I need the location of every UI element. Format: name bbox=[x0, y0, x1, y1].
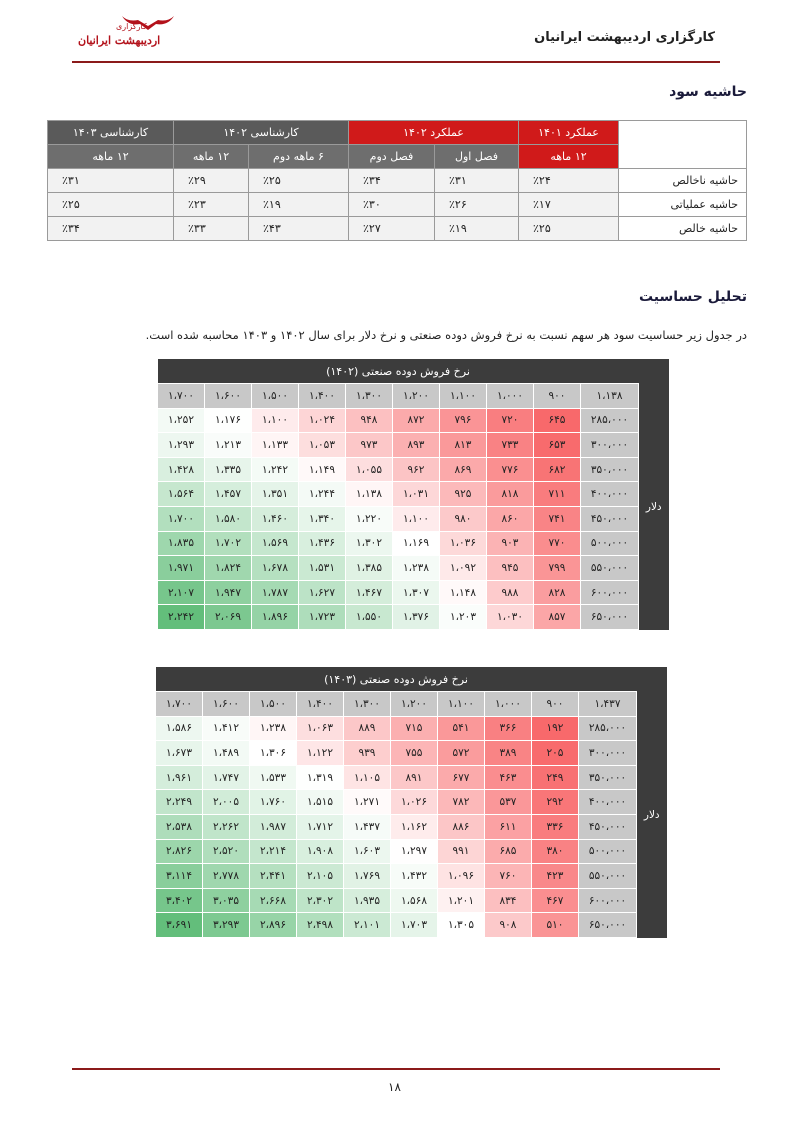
eps-cell: ۱،۵۳۱ bbox=[299, 556, 346, 581]
margin-row bbox=[48, 193, 747, 217]
eps-cell: ۱،۳۷۶ bbox=[393, 605, 440, 630]
sensitivity-row bbox=[158, 457, 669, 482]
sensitivity-row bbox=[158, 556, 669, 581]
eps-cell: ۶۸۲ bbox=[534, 457, 581, 482]
base-eps-value: ۱،۱۳۸ bbox=[581, 384, 639, 409]
sensitivity-row bbox=[158, 408, 669, 433]
eps-cell: ۸۲۸ bbox=[534, 580, 581, 605]
eps-cell: ۱،۳۳۵ bbox=[205, 457, 252, 482]
eps-cell: ۹۴۸ bbox=[346, 408, 393, 433]
sensitivity-row bbox=[158, 482, 669, 507]
eps-cell: ۸۵۷ bbox=[534, 605, 581, 630]
dollar-rate: ۴۵۰،۰۰۰ bbox=[579, 815, 637, 840]
eps-cell: ۱،۱۶۹ bbox=[393, 531, 440, 556]
price-header: ۹۰۰ bbox=[532, 692, 579, 717]
eps-cell: ۱،۵۶۴ bbox=[158, 482, 205, 507]
price-header: ۱،۱۰۰ bbox=[440, 384, 487, 409]
header-divider bbox=[72, 61, 720, 63]
eps-cell: ۱،۱۴۹ bbox=[299, 457, 346, 482]
eps-cell: ۷۱۵ bbox=[391, 716, 438, 741]
eps-cell: ۱،۱۰۰ bbox=[393, 507, 440, 532]
eps-cell: ۱،۴۸۹ bbox=[203, 741, 250, 766]
eps-cell: ۱،۰۵۵ bbox=[346, 457, 393, 482]
eps-cell: ۱،۴۳۷ bbox=[344, 815, 391, 840]
eps-cell: ۶۷۷ bbox=[438, 765, 485, 790]
dollar-rate: ۴۰۰،۰۰۰ bbox=[579, 790, 637, 815]
eps-cell: ۱،۹۷۱ bbox=[158, 556, 205, 581]
eps-cell: ۱۹۲ bbox=[532, 716, 579, 741]
margin-table-corner: حاشیه سود bbox=[619, 121, 747, 169]
eps-cell: ۶۴۵ bbox=[534, 408, 581, 433]
eps-cell: ۱،۷۸۷ bbox=[252, 580, 299, 605]
margin-cell: ٪۳۰ bbox=[349, 193, 435, 217]
margin-cell: ٪۲۴ bbox=[519, 169, 619, 193]
eps-cell: ۱،۰۳۰ bbox=[487, 605, 534, 630]
eps-cell: ۷۳۳ bbox=[487, 433, 534, 458]
price-header: ۱،۰۰۰ bbox=[487, 384, 534, 409]
eps-cell: ۲،۲۶۲ bbox=[203, 815, 250, 840]
eps-cell: ۱،۹۶۱ bbox=[156, 765, 203, 790]
eps-cell: ۲،۰۰۵ bbox=[203, 790, 250, 815]
sensitivity-row bbox=[156, 765, 667, 790]
margin-row-label: حاشیه ناخالص bbox=[619, 169, 747, 193]
eps-cell: ۱،۷۰۲ bbox=[205, 531, 252, 556]
dollar-rate: ۳۵۰،۰۰۰ bbox=[579, 765, 637, 790]
eps-cell: ۲۰۵ bbox=[532, 741, 579, 766]
sensitivity-row bbox=[156, 741, 667, 766]
dollar-axis-label: دلار bbox=[637, 692, 667, 938]
margin-cell: ٪۲۵ bbox=[249, 169, 349, 193]
eps-cell: ۷۹۶ bbox=[440, 408, 487, 433]
dollar-rate: ۴۵۰،۰۰۰ bbox=[581, 507, 639, 532]
eps-cell: ۲،۱۰۷ bbox=[158, 580, 205, 605]
eps-cell: ۱،۳۸۵ bbox=[346, 556, 393, 581]
eps-cell: ۴۶۳ bbox=[485, 765, 532, 790]
margin-cell: ٪۱۹ bbox=[435, 217, 519, 241]
eps-cell: ۱،۱۴۸ bbox=[440, 580, 487, 605]
dollar-rate: ۶۰۰،۰۰۰ bbox=[581, 580, 639, 605]
eps-cell: ۱،۸۹۶ bbox=[252, 605, 299, 630]
sensitivity-row bbox=[156, 716, 667, 741]
eps-cell: ۱،۲۳۸ bbox=[393, 556, 440, 581]
sub-header: فصل دوم bbox=[349, 145, 435, 169]
eps-cell: ۱،۸۲۴ bbox=[205, 556, 252, 581]
eps-cell: ۱،۳۰۲ bbox=[346, 531, 393, 556]
eps-cell: ۱،۲۳۸ bbox=[250, 716, 297, 741]
sensitivity-row bbox=[158, 580, 669, 605]
eps-cell: ۷۸۲ bbox=[438, 790, 485, 815]
eps-cell: ۵۷۲ bbox=[438, 741, 485, 766]
margin-cell: ٪۳۴ bbox=[349, 169, 435, 193]
eps-cell: ۲،۲۴۲ bbox=[158, 605, 205, 630]
eps-cell: ۱،۱۳۸ bbox=[346, 482, 393, 507]
eps-cell: ۸۱۸ bbox=[487, 482, 534, 507]
eps-cell: ۱،۰۹۲ bbox=[440, 556, 487, 581]
eps-cell: ۱،۰۲۴ bbox=[299, 408, 346, 433]
eps-cell: ۲،۴۴۱ bbox=[250, 864, 297, 889]
eps-cell: ۱،۲۲۰ bbox=[346, 507, 393, 532]
eps-cell: ۱،۲۹۷ bbox=[391, 839, 438, 864]
eps-cell: ۲،۰۶۹ bbox=[205, 605, 252, 630]
sub-header: ۶ ماهه دوم bbox=[249, 145, 349, 169]
eps-cell: ۹۸۰ bbox=[440, 507, 487, 532]
eps-cell: ۶۱۱ bbox=[485, 815, 532, 840]
eps-cell: ۱،۲۹۳ bbox=[158, 433, 205, 458]
page-number: ۱۸ bbox=[388, 1080, 401, 1094]
eps-cell: ۳،۴۰۲ bbox=[156, 888, 203, 913]
dollar-rate: ۳۰۰،۰۰۰ bbox=[579, 741, 637, 766]
eps-cell: ۱،۵۳۳ bbox=[250, 765, 297, 790]
eps-cell: ۱،۴۶۷ bbox=[346, 580, 393, 605]
eps-cell: ۱،۱۰۰ bbox=[252, 408, 299, 433]
eps-cell: ۹۲۵ bbox=[440, 482, 487, 507]
sensitivity-row bbox=[158, 531, 669, 556]
dollar-rate: ۶۵۰،۰۰۰ bbox=[581, 605, 639, 630]
eps-cell: ۱،۴۶۰ bbox=[252, 507, 299, 532]
group-header: کارشناسی ۱۴۰۳ bbox=[48, 121, 174, 145]
sub-header: ۱۲ ماهه bbox=[48, 145, 174, 169]
sub-header: فصل اول bbox=[435, 145, 519, 169]
eps-cell: ۱،۵۵۰ bbox=[346, 605, 393, 630]
dollar-axis-label: دلار bbox=[639, 384, 669, 630]
eps-cell: ۷۹۹ bbox=[534, 556, 581, 581]
eps-cell: ۳۸۹ bbox=[485, 741, 532, 766]
margin-cell: ٪۲۳ bbox=[174, 193, 249, 217]
eps-cell: ۲۴۹ bbox=[532, 765, 579, 790]
eps-cell: ۱،۶۰۳ bbox=[344, 839, 391, 864]
price-header: ۱،۲۰۰ bbox=[393, 384, 440, 409]
eps-cell: ۴۶۷ bbox=[532, 888, 579, 913]
eps-cell: ۱،۰۲۶ bbox=[391, 790, 438, 815]
sensitivity-row bbox=[156, 815, 667, 840]
price-header: ۱،۵۰۰ bbox=[252, 384, 299, 409]
dollar-rate: ۲۸۵،۰۰۰ bbox=[579, 716, 637, 741]
eps-cell: ۱،۲۷۱ bbox=[344, 790, 391, 815]
margin-cell: ٪۱۹ bbox=[249, 193, 349, 217]
section-title-sensitivity: تحلیل حساسیت bbox=[638, 289, 747, 305]
price-header: ۱،۷۰۰ bbox=[158, 384, 205, 409]
eps-cell: ۹۹۱ bbox=[438, 839, 485, 864]
dollar-rate: ۲۸۵،۰۰۰ bbox=[581, 408, 639, 433]
sensitivity-title: نرخ فروش دوده صنعتی (۱۴۰۲) bbox=[158, 359, 639, 384]
group-header: عملکرد ۱۴۰۲ bbox=[349, 121, 519, 145]
eps-cell: ۲،۲۴۹ bbox=[156, 790, 203, 815]
eps-cell: ۹۳۹ bbox=[344, 741, 391, 766]
logo-small-text: کارگزاری bbox=[116, 22, 147, 31]
eps-cell: ۱،۴۱۲ bbox=[203, 716, 250, 741]
price-header: ۱،۶۰۰ bbox=[205, 384, 252, 409]
base-eps-value: ۱،۴۳۷ bbox=[579, 692, 637, 717]
margin-cell: ٪۴۳ bbox=[249, 217, 349, 241]
eps-cell: ۱،۰۶۳ bbox=[297, 716, 344, 741]
eps-cell: ۱،۳۵۱ bbox=[252, 482, 299, 507]
sensitivity-row bbox=[156, 839, 667, 864]
eps-cell: ۱،۴۳۶ bbox=[299, 531, 346, 556]
eps-cell: ۳،۶۹۱ bbox=[156, 913, 203, 938]
eps-cell: ۹۷۳ bbox=[346, 433, 393, 458]
eps-cell: ۸۸۹ bbox=[344, 716, 391, 741]
sub-header: ۱۲ ماهه bbox=[519, 145, 619, 169]
logo-main-text: اردیبهشت ایرانیان bbox=[78, 34, 161, 47]
eps-cell: ۱،۱۲۲ bbox=[297, 741, 344, 766]
price-header: ۱،۶۰۰ bbox=[203, 692, 250, 717]
eps-cell: ۲،۳۰۲ bbox=[297, 888, 344, 913]
section-title-margin: حاشیه سود bbox=[669, 84, 747, 100]
eps-cell: ۱،۳۰۵ bbox=[438, 913, 485, 938]
dollar-rate: ۵۵۰،۰۰۰ bbox=[581, 556, 639, 581]
margin-cell: ٪۱۷ bbox=[519, 193, 619, 217]
eps-cell: ۱،۱۳۳ bbox=[252, 433, 299, 458]
group-header: کارشناسی ۱۴۰۲ bbox=[174, 121, 349, 145]
table-corner-blank bbox=[637, 667, 667, 692]
sub-header: ۱۲ ماهه bbox=[174, 145, 249, 169]
eps-cell: ۱،۰۳۱ bbox=[393, 482, 440, 507]
sensitivity-row bbox=[156, 913, 667, 938]
dollar-rate: ۶۵۰،۰۰۰ bbox=[579, 913, 637, 938]
eps-cell: ۱،۱۶۲ bbox=[391, 815, 438, 840]
dollar-rate: ۵۰۰،۰۰۰ bbox=[581, 531, 639, 556]
sensitivity-table-1403 bbox=[155, 667, 667, 938]
eps-cell: ۱،۲۰۳ bbox=[440, 605, 487, 630]
eps-cell: ۱،۷۴۷ bbox=[203, 765, 250, 790]
eps-cell: ۷۲۰ bbox=[487, 408, 534, 433]
sensitivity-row bbox=[158, 507, 669, 532]
eps-cell: ۳۸۰ bbox=[532, 839, 579, 864]
margin-row bbox=[48, 169, 747, 193]
margin-cell: ٪۳۴ bbox=[48, 217, 174, 241]
eps-cell: ۱،۳۰۷ bbox=[393, 580, 440, 605]
dollar-rate: ۴۰۰،۰۰۰ bbox=[581, 482, 639, 507]
dollar-rate: ۳۵۰،۰۰۰ bbox=[581, 457, 639, 482]
eps-cell: ۸۱۳ bbox=[440, 433, 487, 458]
eps-cell: ۶۵۳ bbox=[534, 433, 581, 458]
eps-cell: ۷۷۰ bbox=[534, 531, 581, 556]
eps-cell: ۷۷۶ bbox=[487, 457, 534, 482]
margin-row-label: حاشیه خالص bbox=[619, 217, 747, 241]
eps-cell: ۱،۷۰۳ bbox=[391, 913, 438, 938]
dollar-rate: ۵۰۰،۰۰۰ bbox=[579, 839, 637, 864]
eps-cell: ۲،۱۰۵ bbox=[297, 864, 344, 889]
eps-cell: ۸۶۹ bbox=[440, 457, 487, 482]
eps-cell: ۱،۶۷۳ bbox=[156, 741, 203, 766]
margin-row bbox=[48, 217, 747, 241]
header-title: کارگزاری اردیبهشت ایرانیان bbox=[534, 30, 715, 45]
price-header: ۱،۳۰۰ bbox=[344, 692, 391, 717]
eps-cell: ۱،۹۸۷ bbox=[250, 815, 297, 840]
eps-cell: ۱،۰۹۶ bbox=[438, 864, 485, 889]
eps-cell: ۲،۸۲۶ bbox=[156, 839, 203, 864]
price-header: ۱،۱۰۰ bbox=[438, 692, 485, 717]
eps-cell: ۳۶۶ bbox=[485, 716, 532, 741]
eps-cell: ۱،۴۵۷ bbox=[205, 482, 252, 507]
price-header: ۱،۲۰۰ bbox=[391, 692, 438, 717]
margin-cell: ٪۳۱ bbox=[48, 169, 174, 193]
sensitivity-row bbox=[158, 605, 669, 630]
eps-cell: ۱،۲۴۴ bbox=[299, 482, 346, 507]
eps-cell: ۲،۵۳۸ bbox=[156, 815, 203, 840]
eps-cell: ۱،۵۸۰ bbox=[205, 507, 252, 532]
price-header: ۱،۴۰۰ bbox=[297, 692, 344, 717]
margin-cell: ٪۳۱ bbox=[435, 169, 519, 193]
price-header: ۱،۰۰۰ bbox=[485, 692, 532, 717]
eps-cell: ۸۸۶ bbox=[438, 815, 485, 840]
eps-cell: ۱،۳۴۰ bbox=[299, 507, 346, 532]
eps-cell: ۲،۱۰۱ bbox=[344, 913, 391, 938]
group-header: عملکرد ۱۴۰۱ bbox=[519, 121, 619, 145]
price-header: ۱،۳۰۰ bbox=[346, 384, 393, 409]
margin-cell: ٪۲۶ bbox=[435, 193, 519, 217]
eps-cell: ۵۳۷ bbox=[485, 790, 532, 815]
eps-cell: ۱،۵۸۶ bbox=[156, 716, 203, 741]
eps-cell: ۸۳۴ bbox=[485, 888, 532, 913]
page-header bbox=[0, 0, 793, 66]
eps-cell: ۷۱۱ bbox=[534, 482, 581, 507]
eps-cell: ۱،۱۰۵ bbox=[344, 765, 391, 790]
eps-cell: ۲۹۲ bbox=[532, 790, 579, 815]
margin-row-label: حاشیه عملیاتی bbox=[619, 193, 747, 217]
price-header: ۱،۷۰۰ bbox=[156, 692, 203, 717]
eps-cell: ۹۰۸ bbox=[485, 913, 532, 938]
table-corner-blank bbox=[639, 359, 669, 384]
sensitivity-table-1402 bbox=[157, 359, 669, 630]
eps-cell: ۲،۴۹۸ bbox=[297, 913, 344, 938]
eps-cell: ۳،۲۹۳ bbox=[203, 913, 250, 938]
eps-cell: ۸۹۳ bbox=[393, 433, 440, 458]
margin-cell: ٪۳۳ bbox=[174, 217, 249, 241]
eps-cell: ۹۴۵ bbox=[487, 556, 534, 581]
margin-cell: ٪۲۵ bbox=[48, 193, 174, 217]
eps-cell: ۶۸۵ bbox=[485, 839, 532, 864]
eps-cell: ۱،۷۶۰ bbox=[250, 790, 297, 815]
eps-cell: ۱،۰۳۶ bbox=[440, 531, 487, 556]
price-header: ۱،۵۰۰ bbox=[250, 692, 297, 717]
margin-cell: ٪۲۵ bbox=[519, 217, 619, 241]
eps-cell: ۲،۲۱۴ bbox=[250, 839, 297, 864]
sensitivity-row bbox=[156, 888, 667, 913]
eps-cell: ۱،۷۶۹ bbox=[344, 864, 391, 889]
eps-cell: ۷۴۱ bbox=[534, 507, 581, 532]
eps-cell: ۱،۷۱۲ bbox=[297, 815, 344, 840]
eps-cell: ۸۷۲ bbox=[393, 408, 440, 433]
eps-cell: ۱،۹۳۵ bbox=[344, 888, 391, 913]
profit-margin-table bbox=[47, 120, 747, 241]
eps-cell: ۹۸۸ bbox=[487, 580, 534, 605]
eps-cell: ۱،۲۵۲ bbox=[158, 408, 205, 433]
dollar-rate: ۶۰۰،۰۰۰ bbox=[579, 888, 637, 913]
margin-cell: ٪۲۹ bbox=[174, 169, 249, 193]
eps-cell: ۱،۲۱۳ bbox=[205, 433, 252, 458]
sensitivity-row bbox=[156, 790, 667, 815]
eps-cell: ۹۶۲ bbox=[393, 457, 440, 482]
eps-cell: ۱،۸۳۵ bbox=[158, 531, 205, 556]
eps-cell: ۱،۷۰۰ bbox=[158, 507, 205, 532]
eps-cell: ۱،۵۶۹ bbox=[252, 531, 299, 556]
eps-cell: ۱،۲۴۲ bbox=[252, 457, 299, 482]
price-header: ۱،۴۰۰ bbox=[299, 384, 346, 409]
eps-cell: ۵۴۱ bbox=[438, 716, 485, 741]
eps-cell: ۱،۴۲۸ bbox=[158, 457, 205, 482]
eps-cell: ۱،۹۴۷ bbox=[205, 580, 252, 605]
eps-cell: ۱،۴۳۲ bbox=[391, 864, 438, 889]
eps-cell: ۴۲۳ bbox=[532, 864, 579, 889]
eps-cell: ۱،۹۰۸ bbox=[297, 839, 344, 864]
eps-cell: ۲،۵۲۰ bbox=[203, 839, 250, 864]
eps-cell: ۱،۵۱۵ bbox=[297, 790, 344, 815]
eps-cell: ۲،۷۷۸ bbox=[203, 864, 250, 889]
eps-cell: ۱،۷۲۳ bbox=[299, 605, 346, 630]
dollar-rate: ۵۵۰،۰۰۰ bbox=[579, 864, 637, 889]
margin-cell: ٪۲۷ bbox=[349, 217, 435, 241]
dollar-rate: ۳۰۰،۰۰۰ bbox=[581, 433, 639, 458]
eps-cell: ۸۹۱ bbox=[391, 765, 438, 790]
sensitivity-title: نرخ فروش دوده صنعتی (۱۴۰۳) bbox=[156, 667, 637, 692]
eps-cell: ۸۶۰ bbox=[487, 507, 534, 532]
sensitivity-row bbox=[158, 433, 669, 458]
eps-cell: ۳،۱۱۴ bbox=[156, 864, 203, 889]
sensitivity-description: در جدول زیر حساسیت سود هر سهم نسبت به نرخ فروش دوده صنعتی و نرخ دلار برای سال ۱۴۰۲ و ۱۴۰۳ محاسبه شده است. bbox=[145, 328, 747, 342]
eps-cell: ۱،۲۰۱ bbox=[438, 888, 485, 913]
eps-cell: ۱،۳۰۶ bbox=[250, 741, 297, 766]
eps-cell: ۲،۸۹۶ bbox=[250, 913, 297, 938]
eps-cell: ۱،۳۱۹ bbox=[297, 765, 344, 790]
eps-cell: ۱،۵۶۸ bbox=[391, 888, 438, 913]
sensitivity-row bbox=[156, 864, 667, 889]
eps-cell: ۱،۰۵۳ bbox=[299, 433, 346, 458]
eps-cell: ۳،۰۳۵ bbox=[203, 888, 250, 913]
eps-cell: ۲،۶۶۸ bbox=[250, 888, 297, 913]
eps-cell: ۱،۶۷۸ bbox=[252, 556, 299, 581]
eps-cell: ۷۶۰ bbox=[485, 864, 532, 889]
brand-logo bbox=[72, 12, 182, 54]
eps-cell: ۳۳۶ bbox=[532, 815, 579, 840]
footer-divider bbox=[72, 1068, 720, 1070]
eps-cell: ۱،۱۷۶ bbox=[205, 408, 252, 433]
eps-cell: ۹۰۳ bbox=[487, 531, 534, 556]
eps-cell: ۵۱۰ bbox=[532, 913, 579, 938]
eps-cell: ۱،۶۲۷ bbox=[299, 580, 346, 605]
price-header: ۹۰۰ bbox=[534, 384, 581, 409]
eps-cell: ۷۵۵ bbox=[391, 741, 438, 766]
